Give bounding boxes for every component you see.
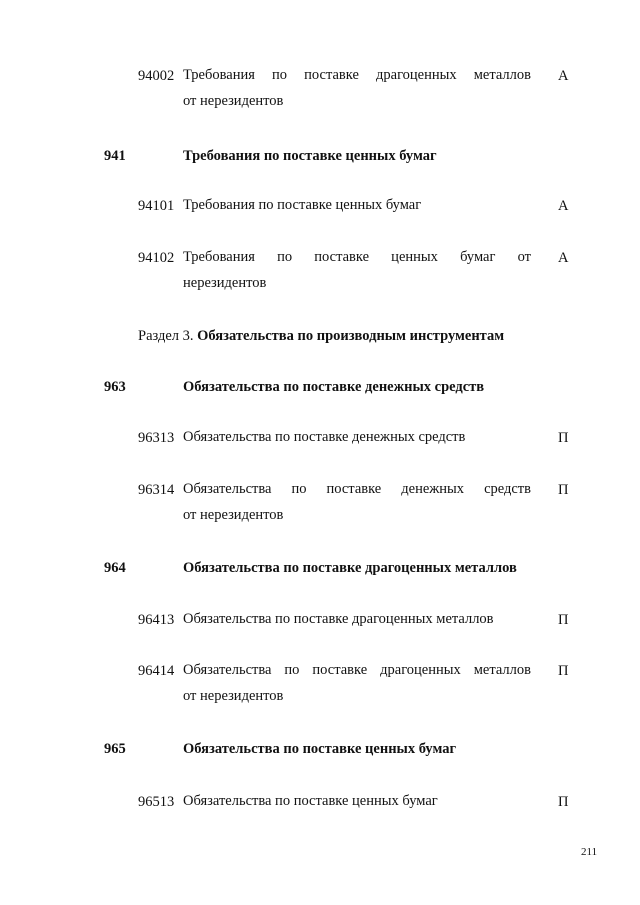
account-name-line: Обязательства по поставке ценных бумаг <box>183 793 438 809</box>
group-code: 941 <box>104 148 126 164</box>
account-name-line: Требования по поставке ценных бумаг от <box>183 249 531 265</box>
account-name-line: Обязательства по поставке драгоценных металлов <box>183 662 531 678</box>
account-type: П <box>558 612 569 628</box>
section-title: Обязательства по производным инструментам <box>197 328 505 344</box>
account-type: П <box>558 663 569 679</box>
account-type: П <box>558 482 569 498</box>
group-name: Обязательства по поставке ценных бумаг <box>183 741 457 757</box>
group-code: 965 <box>104 741 126 757</box>
account-name-line: Требования по поставке драгоценных металлов <box>183 67 531 83</box>
section-label: Раздел 3. <box>138 328 194 344</box>
account-name-line: Обязательства по поставке денежных средств <box>183 481 531 497</box>
account-name <box>183 657 531 709</box>
account-code: 96313 <box>138 430 175 446</box>
section-heading <box>138 328 504 345</box>
account-name-line: от нерезидентов <box>183 688 284 704</box>
account-name-line: Требования по поставке ценных бумаг <box>183 197 422 213</box>
account-code: 96513 <box>138 794 175 810</box>
account-name <box>183 476 531 528</box>
account-code: 94002 <box>138 68 175 84</box>
page-number: 211 <box>581 846 598 858</box>
account-name-line: нерезидентов <box>183 275 267 291</box>
account-name <box>183 244 531 296</box>
group-code: 964 <box>104 560 126 576</box>
account-code: 94101 <box>138 198 175 214</box>
account-type: А <box>558 198 569 214</box>
account-name <box>183 606 531 632</box>
account-name <box>183 192 531 218</box>
group-name: Обязательства по поставке драгоценных металлов <box>183 560 517 576</box>
account-type: А <box>558 68 569 84</box>
account-code: 96314 <box>138 482 175 498</box>
account-code: 94102 <box>138 250 175 266</box>
group-code: 963 <box>104 379 126 395</box>
account-name-line: от нерезидентов <box>183 507 284 523</box>
account-name-line: Обязательства по поставке драгоценных металлов <box>183 611 494 627</box>
account-name-line: от нерезидентов <box>183 93 284 109</box>
account-name-line: Обязательства по поставке денежных средств <box>183 429 466 445</box>
account-code: 96414 <box>138 663 175 679</box>
account-type: А <box>558 250 569 266</box>
account-name <box>183 788 531 814</box>
account-name <box>183 62 531 114</box>
account-type: П <box>558 430 569 446</box>
group-name: Требования по поставке ценных бумаг <box>183 148 437 164</box>
group-name: Обязательства по поставке денежных средств <box>183 379 485 395</box>
account-type: П <box>558 794 569 810</box>
account-name <box>183 424 531 450</box>
account-code: 96413 <box>138 612 175 628</box>
